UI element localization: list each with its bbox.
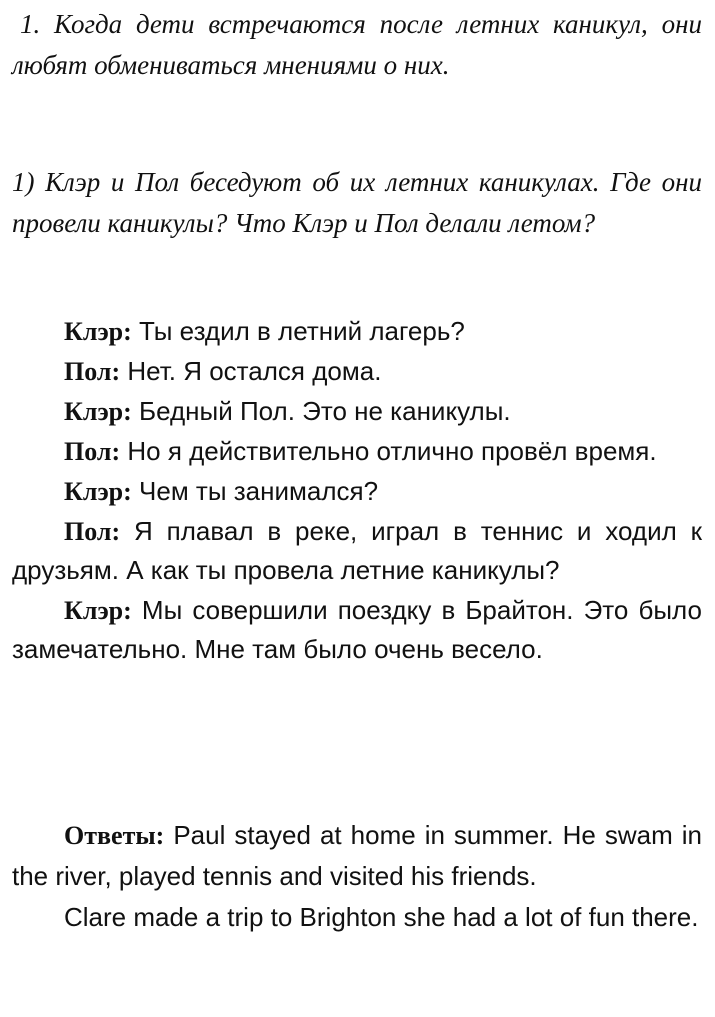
dialogue-text: Но я действительно отлично провёл время.	[127, 436, 657, 466]
dialogue-line	[12, 472, 702, 511]
speaker-name: Клэр:	[64, 397, 132, 426]
speaker-name: Пол:	[64, 517, 121, 546]
task-1-text: 1. Когда дети встречаются после летних каникул, они любят обмениваться мнениями о них.	[12, 9, 702, 80]
speaker-name: Клэр:	[64, 317, 132, 346]
answers-paragraph-1	[12, 815, 702, 897]
dialogue-text: Мы совершили поездку в Брайтон. Это было замечательно. Мне там было очень весело.	[12, 595, 702, 664]
dialogue-text: Чем ты занимался?	[139, 476, 379, 506]
dialogue-line	[12, 312, 702, 351]
dialogue-text: Я плавал в реке, играл в теннис и ходил к друзьям. А как ты провела летние каникулы?	[12, 516, 702, 585]
answers-section	[12, 815, 702, 938]
speaker-name: Пол:	[64, 357, 121, 386]
dialogue-text: Ты ездил в летний лагерь?	[139, 316, 465, 346]
answers-label: Ответы:	[64, 821, 165, 850]
task-1-instruction	[12, 4, 702, 86]
speaker-name: Пол:	[64, 437, 121, 466]
answers-text-1: Paul stayed at home in summer. He swam in the river, played tennis and visited his friends.	[12, 820, 702, 891]
answers-paragraph-2	[12, 897, 702, 938]
dialogue	[12, 312, 702, 670]
task-2-instruction	[12, 162, 702, 244]
answers-text-2: Clare made a trip to Brighton she had a lot of fun there.	[64, 902, 699, 932]
task-2-text: 1) Клэр и Пол беседуют об их летних каникулах. Где они провели каникулы? Что Клэр и Пол делали летом?	[12, 167, 702, 238]
speaker-name: Клэр:	[64, 477, 132, 506]
speaker-name: Клэр:	[64, 596, 132, 625]
dialogue-line	[12, 352, 702, 391]
dialogue-line	[12, 392, 702, 431]
dialogue-line	[12, 432, 702, 471]
dialogue-text: Бедный Пол. Это не каникулы.	[139, 396, 511, 426]
dialogue-text: Нет. Я остался дома.	[127, 356, 382, 386]
dialogue-line	[12, 591, 702, 669]
dialogue-line	[12, 512, 702, 590]
